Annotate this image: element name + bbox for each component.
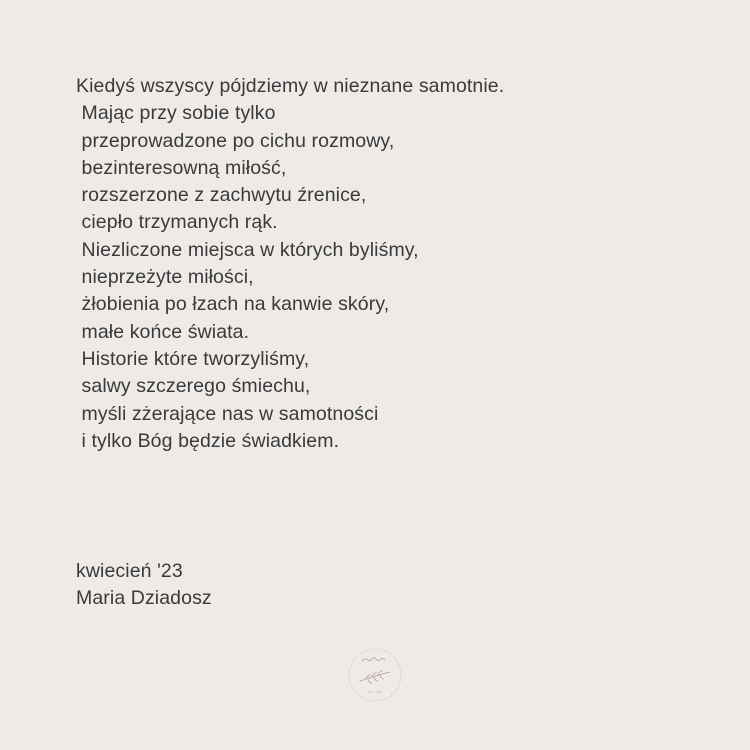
poem-line: Historie które tworzyliśmy,	[76, 347, 310, 370]
signature	[76, 558, 212, 612]
poem-line: salwy szczerego śmiechu,	[76, 375, 311, 398]
stamp-logo-icon	[346, 646, 404, 704]
poem-line: bezinteresowną miłość,	[76, 156, 287, 179]
poem-line: ciepło trzymanych rąk.	[76, 211, 278, 234]
poem-line: Mając przy sobie tylko	[76, 102, 276, 125]
poem-line: przeprowadzone po cichu rozmowy,	[76, 129, 395, 152]
stamp-logo-graphic	[346, 646, 404, 704]
poem-line: i tylko Bóg będzie świadkiem.	[76, 429, 340, 452]
signature-date: kwiecień '23	[76, 560, 183, 582]
signature-author: Maria Dziadosz	[76, 587, 212, 609]
poem-line: myśli zżerające nas w samotności	[76, 402, 379, 425]
poem-line: nieprzeżyte miłości,	[76, 266, 254, 289]
poem-line: Niezliczone miejsca w których byliśmy,	[76, 238, 419, 261]
poem-line: rozszerzone z zachwytu źrenice,	[76, 184, 367, 207]
poem-line: małe końce świata.	[76, 320, 250, 343]
poem-line: Kiedyś wszyscy pójdziemy w nieznane samotnie.	[76, 75, 505, 97]
poem	[76, 73, 676, 455]
poem-line: żłobienia po łzach na kanwie skóry,	[76, 293, 390, 316]
